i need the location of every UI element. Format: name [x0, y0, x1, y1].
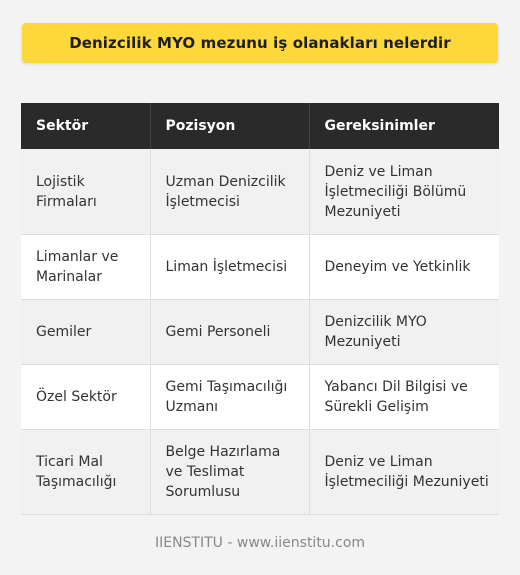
cell-requirements: Deniz ve Liman İşletmeciliği Bölümü Mezuniyeti	[309, 149, 499, 235]
column-header-sector: Sektör	[21, 103, 150, 149]
cell-position: Liman İşletmecisi	[150, 235, 309, 300]
cell-position: Gemi Taşımacılığı Uzmanı	[150, 365, 309, 430]
cell-sector: Gemiler	[21, 300, 150, 365]
cell-sector: Limanlar ve Marinalar	[21, 235, 150, 300]
cell-requirements: Denizcilik MYO Mezuniyeti	[309, 300, 499, 365]
cell-position: Belge Hazırlama ve Teslimat Sorumlusu	[150, 430, 309, 515]
column-header-requirements: Gereksinimler	[309, 103, 499, 149]
cell-sector: Ticari Mal Taşımacılığı	[21, 430, 150, 515]
cell-requirements: Yabancı Dil Bilgisi ve Sürekli Gelişim	[309, 365, 499, 430]
cell-position: Gemi Personeli	[150, 300, 309, 365]
table-row	[21, 365, 499, 430]
cell-sector: Özel Sektör	[21, 365, 150, 430]
cell-position: Uzman Denizcilik İşletmecisi	[150, 149, 309, 235]
table-row	[21, 235, 499, 300]
table-row	[21, 149, 499, 235]
table-header-row	[21, 103, 499, 149]
title-banner	[22, 23, 498, 63]
cell-requirements: Deniz ve Liman İşletmeciliği Mezuniyeti	[309, 430, 499, 515]
table-row	[21, 430, 499, 515]
table-row	[21, 300, 499, 365]
footer-credit: IIENSTITU - www.iienstitu.com	[154, 535, 366, 551]
cell-sector: Lojistik Firmaları	[21, 149, 150, 235]
cell-requirements: Deneyim ve Yetkinlik	[309, 235, 499, 300]
page-title: Denizcilik MYO mezunu iş olanakları nelerdir	[69, 34, 451, 52]
column-header-position: Pozisyon	[150, 103, 309, 149]
sector-table	[21, 103, 499, 515]
